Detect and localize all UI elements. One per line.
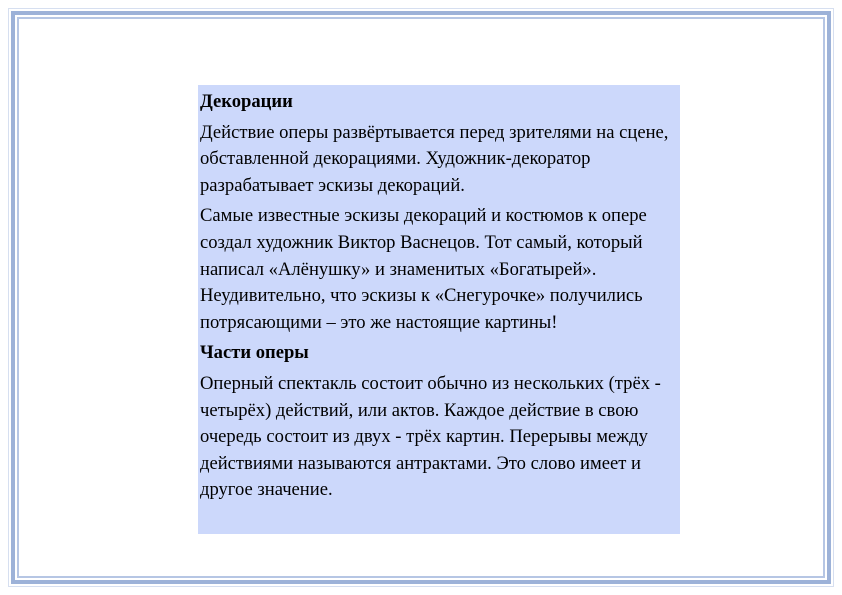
text-content-box — [198, 85, 680, 534]
decorations-paragraph-1: Действие оперы развёртывается перед зрителями на сцене, обставленной декорациями. Художник-декоратор разрабатывает эскизы декораций. — [200, 121, 669, 196]
section-heading-decorations: Декорации — [200, 91, 293, 112]
decorations-paragraph-2: Самые известные эскизы декораций и костюмов к опере создал художник Виктор Васнецов. Тот самый, который написал «Алёнушку» и знаменитых «Богатырей». Неудивительно, что эскизы к «Снегурочке» получились потрясающими – это же настоящие картины! — [200, 205, 647, 333]
section-heading-opera-parts: Части оперы — [200, 342, 309, 364]
opera-parts-paragraph-1: Оперный спектакль состоит обычно из нескольких (трёх - четырёх) действий, или актов. Каждое действие в свою очередь состоит из двух - трёх картин. Перерывы между действиями называются антрактами. Это слово имеет и другое значение. — [200, 372, 661, 501]
